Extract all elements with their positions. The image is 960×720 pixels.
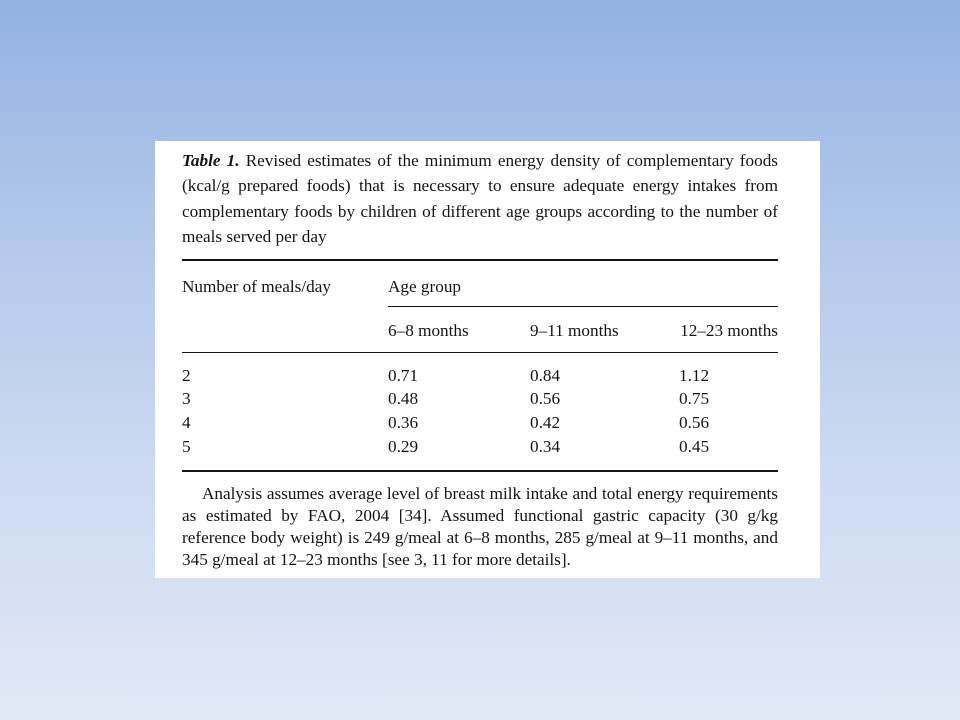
caption-text: Revised estimates of the minimum energy density of complementary foods (kcal/g prepared foods) that is necessary to ensure adequate energy intakes from complementary foods by children of different age groups according to the number of meals served per day	[182, 151, 778, 246]
row-meals-2: 2	[182, 366, 191, 385]
cell-3-6-8: 0.48	[388, 389, 419, 408]
column-header-12-23: 12–23 months	[680, 321, 778, 340]
table-footnote: Analysis assumes average level of breast milk intake and total energy requirements as estimated by FAO, 2004 [34]. Assumed functional gastric capacity (30 g/kg reference body weight) is 249 g/meal at 6–8 months, 285 g/meal at 9–11 months, and 345 g/meal at 12–23 months [see 3, 11 for more details].	[182, 484, 778, 569]
cell-5-12-23: 0.45	[679, 437, 710, 456]
cell-4-12-23: 0.56	[679, 413, 710, 432]
cell-4-9-11: 0.42	[530, 413, 561, 432]
table-label: Table 1.	[182, 151, 240, 170]
cell-2-6-8: 0.71	[388, 366, 419, 385]
cell-3-12-23: 0.75	[679, 389, 710, 408]
cell-2-12-23: 1.12	[679, 366, 710, 385]
cell-5-6-8: 0.29	[388, 437, 419, 456]
group-header: Age group	[388, 277, 462, 296]
header-rule	[182, 352, 778, 353]
row-header: Number of meals/day	[182, 277, 331, 296]
column-header-9-11: 9–11 months	[530, 321, 619, 340]
row-meals-4: 4	[182, 413, 191, 432]
cell-3-9-11: 0.56	[530, 389, 561, 408]
column-header-6-8: 6–8 months	[388, 321, 469, 340]
cell-5-9-11: 0.34	[530, 437, 561, 456]
row-meals-5: 5	[182, 437, 191, 456]
cell-2-9-11: 0.84	[530, 366, 561, 385]
cell-4-6-8: 0.36	[388, 413, 419, 432]
table-caption	[182, 148, 778, 249]
row-meals-3: 3	[182, 389, 191, 408]
table-figure	[155, 141, 820, 578]
bottom-rule	[182, 470, 778, 472]
top-rule	[182, 259, 778, 261]
group-rule	[388, 306, 778, 307]
